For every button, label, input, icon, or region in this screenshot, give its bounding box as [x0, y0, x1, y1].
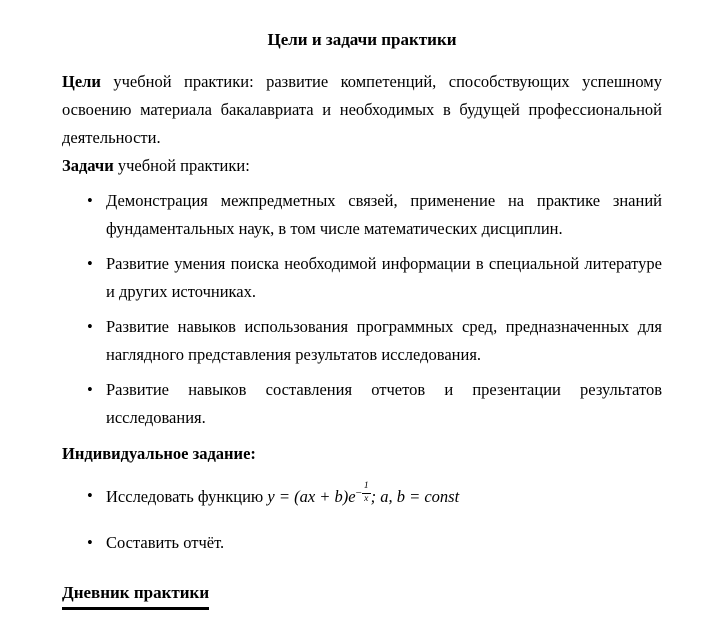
list-item-report — [106, 529, 662, 557]
fraction-numerator: 1 — [362, 482, 371, 494]
tasks-text: учебной практики: — [113, 156, 250, 175]
goals-paragraph — [62, 68, 662, 152]
tasks-lead-bold: Задачи — [62, 156, 114, 175]
formula-prefix: Исследовать функцию — [106, 487, 264, 507]
formula-body: y = (ax + b)e — [267, 487, 356, 507]
diary-heading: Дневник практики — [62, 580, 209, 610]
diary-heading-row — [62, 564, 662, 610]
list-item — [106, 187, 662, 243]
formula-exponent — [355, 481, 371, 504]
math-formula — [267, 481, 460, 507]
formula-suffix: ; a, b = const — [370, 487, 460, 507]
tasks-paragraph — [62, 152, 662, 180]
goals-lead-bold: Цели — [62, 72, 101, 91]
list-item — [106, 250, 662, 306]
list-item — [106, 376, 662, 432]
tasks-list — [62, 187, 662, 432]
fraction-denominator: x — [364, 493, 369, 504]
exponent-fraction — [362, 482, 371, 504]
list-item-formula — [106, 482, 662, 511]
task-text: Развитие умения поиска необходимой информации в специальной литературе и других источниках. — [106, 254, 662, 301]
report-text: Составить отчёт. — [106, 533, 225, 553]
task-text: Демонстрация межпредметных связей, применение на практике знаний фундаментальных наук, в том числе математических дисциплин. — [106, 191, 662, 238]
exponent-minus-sign: − — [355, 486, 362, 499]
list-item — [106, 313, 662, 369]
assignment-list — [62, 482, 662, 557]
document-title: Цели и задачи практики — [267, 30, 457, 49]
individual-assignment-heading: Индивидуальное задание: — [62, 444, 256, 463]
task-text: Развитие навыков использования программных сред, предназначенных для наглядного представления результатов исследования. — [106, 317, 662, 364]
goals-text: учебной практики: развитие компетенций, способствующих успешному освоению материала бакалавриата и необходимых в будущей профессиональной деятельности. — [62, 72, 662, 147]
task-text: Развитие навыков составления отчетов и презентации результатов исследования. — [106, 380, 662, 427]
